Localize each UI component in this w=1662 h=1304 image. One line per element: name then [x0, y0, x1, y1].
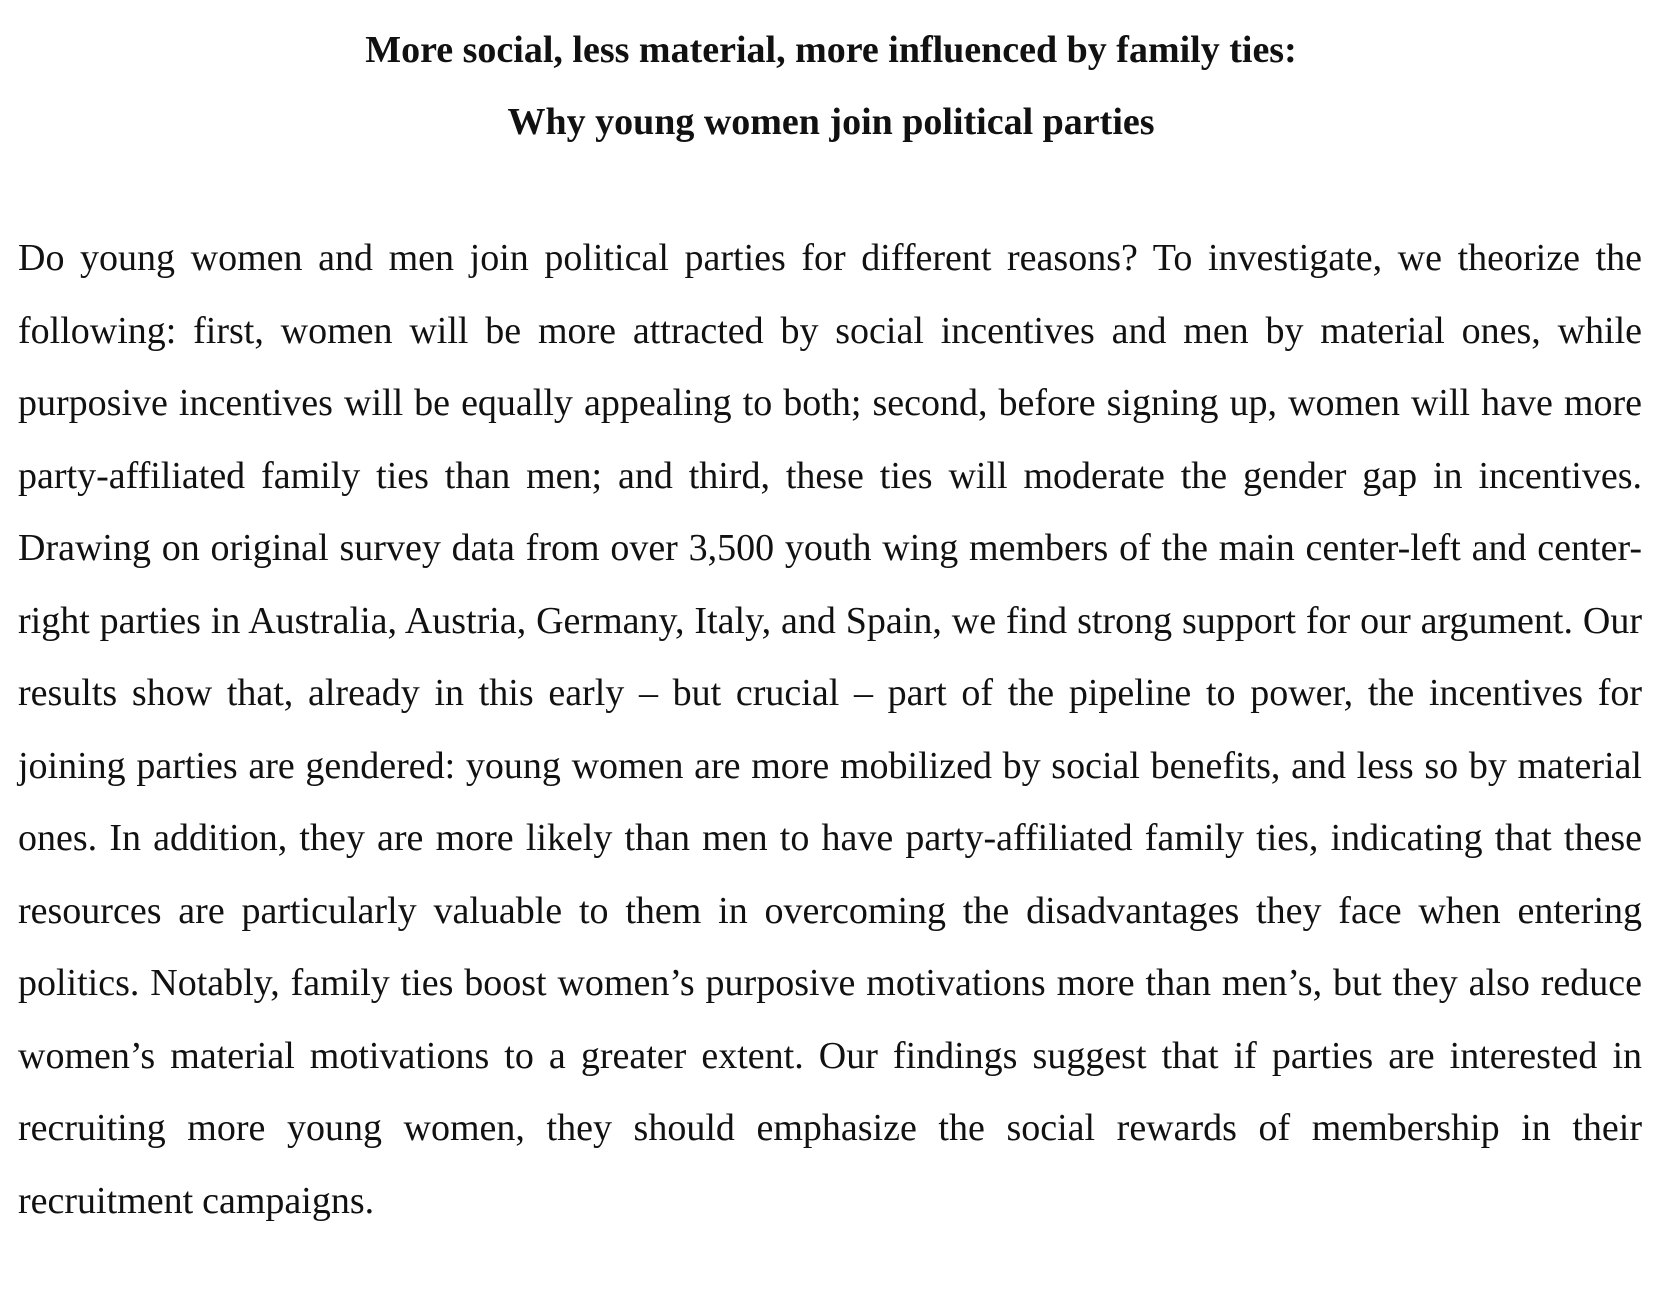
title-line-2: Why young women join political parties [507, 101, 1155, 143]
abstract-paragraph: Do young women and men join political parties for different reasons? To investigate, we theorize the following: first, women will be more attracted by social incentives and men by material ones, while purposive incentives will be equally appealing to both; second, before signing up, women will have more party-affiliated family ties than men; and third, these ties will moderate the gender gap in incentives. Drawing on original survey data from over 3,500 youth wing members of the main center-left and center-right parties in Australia, Austria, Germany, Italy, and Spain, we find strong support for our argument. Our results show that, already in this early – but crucial – part of the pipeline to power, the incentives for joining parties are gendered: young women are more mobilized by social benefits, and less so by material ones. In addition, they are more likely than men to have party-affiliated family ties, indicating that these resources are particularly valuable to them in overcoming the disadvantages they face when entering politics. Notably, family ties boost women’s purposive motivations more than men’s, but they also reduce women’s material motivations to a greater extent. Our findings suggest that if parties are interested in recruiting more young women, they should emphasize the social rewards of membership in their recruitment campaigns. [18, 237, 1642, 1222]
title-line-1: More social, less material, more influenced by family ties: [365, 29, 1297, 71]
paper-title [0, 14, 1662, 158]
